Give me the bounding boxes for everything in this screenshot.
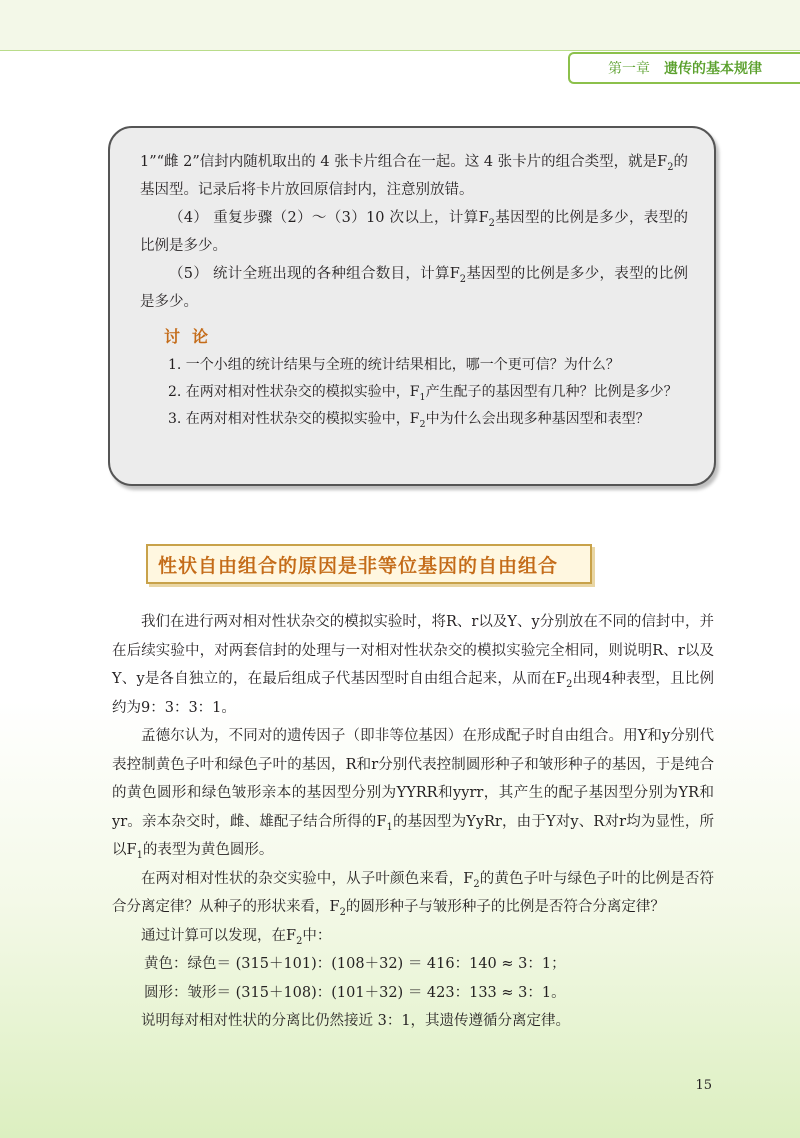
- card-paragraph-3: （5） 统计全班出现的各种组合数目，计算$F_2$基因型的比例是多少，表型的比例是多少。: [140, 266, 688, 310]
- chapter-number: 第一章: [608, 61, 650, 77]
- ratio-equation-color: 黄色：绿色＝ (315＋101)：(108＋32) ＝ 416：140 ≈ 3：1；: [144, 956, 566, 972]
- section-heading-box: [146, 544, 592, 584]
- chapter-header-tab: [568, 52, 800, 84]
- body-paragraph-4: 通过计算可以发现，在$F_2$中：: [141, 927, 332, 947]
- discussion-question-3: 3. 在两对相对性状杂交的模拟实验中，$F_2$中为什么会出现多种基因型和表型？: [168, 411, 650, 430]
- card-paragraph-2: （4） 重复步骤（2）～（3）10 次以上，计算$F_2$基因型的比例是多少，表型的比例是多少。: [140, 210, 688, 254]
- chapter-title: 遗传的基本规律: [664, 61, 762, 77]
- body-paragraph-3: 在两对相对性状的杂交实验中，从子叶颜色来看，$F_2$的黄色子叶与绿色子叶的比例是否符合分离定律？从种子的形状来看，$F_2$的圆形种子与皱形种子的比例是否符合分离定律？: [112, 870, 714, 918]
- top-bar: [0, 0, 800, 51]
- body-paragraph-1: 我们在进行两对相对性状杂交的模拟实验时，将R、r以及Y、y分别放在不同的信封中，并在后续实验中，对两套信封的处理与一对相对性状杂交的模拟实验完全相同，则说明R、r以及Y、y是各自独立的，在最后组成子代基因型时自由组合起来，从而在$F_2$出现4种表型，且比例约为9：3：3：1。: [112, 614, 714, 716]
- body-paragraph-2: 孟德尔认为，不同对的遗传因子（即非等位基因）在形成配子时自由组合。用Y和y分别代表控制黄色子叶和绿色子叶的基因，R和r分别代表控制圆形种子和皱形种子的基因，于是纯合的黄色圆形和绿色皱形亲本的基因型分别为YYRR和yyrr，其产生的配子基因型分别为YR和yr。亲本杂交时，雌、雄配子结合所得的$F_1$的基因型为YyRr，由于Y对y、R对r均为显性，所以$F_1$的表型为黄色圆形。: [112, 728, 714, 861]
- discussion-question-2: 2. 在两对相对性状杂交的模拟实验中，$F_1$产生配子的基因型有几种？比例是多少？: [168, 384, 678, 403]
- discussion-heading: 讨论: [164, 327, 221, 346]
- activity-card: [108, 126, 716, 486]
- card-paragraph-1: 1”“雌 2”信封内随机取出的 4 张卡片组合在一起。这 4 张卡片的组合类型，就是$F_2$的基因型。记录后将卡片放回原信封内，注意别放错。: [140, 154, 689, 198]
- main-body-text: [112, 608, 714, 1036]
- page-number: 15: [695, 1078, 712, 1093]
- body-paragraph-conclusion: 说明每对相对性状的分离比仍然接近 3：1，其遗传遵循分离定律。: [141, 1013, 571, 1029]
- section-title: 性状自由组合的原因是非等位基因的自由组合: [158, 554, 559, 577]
- ratio-equation-shape: 圆形：皱形＝ (315＋108)：(101＋32) ＝ 423：133 ≈ 3：1。: [144, 984, 566, 1001]
- discussion-question-1: 1. 一个小组的统计结果与全班的统计结果相比，哪一个更可信？为什么？: [168, 357, 620, 373]
